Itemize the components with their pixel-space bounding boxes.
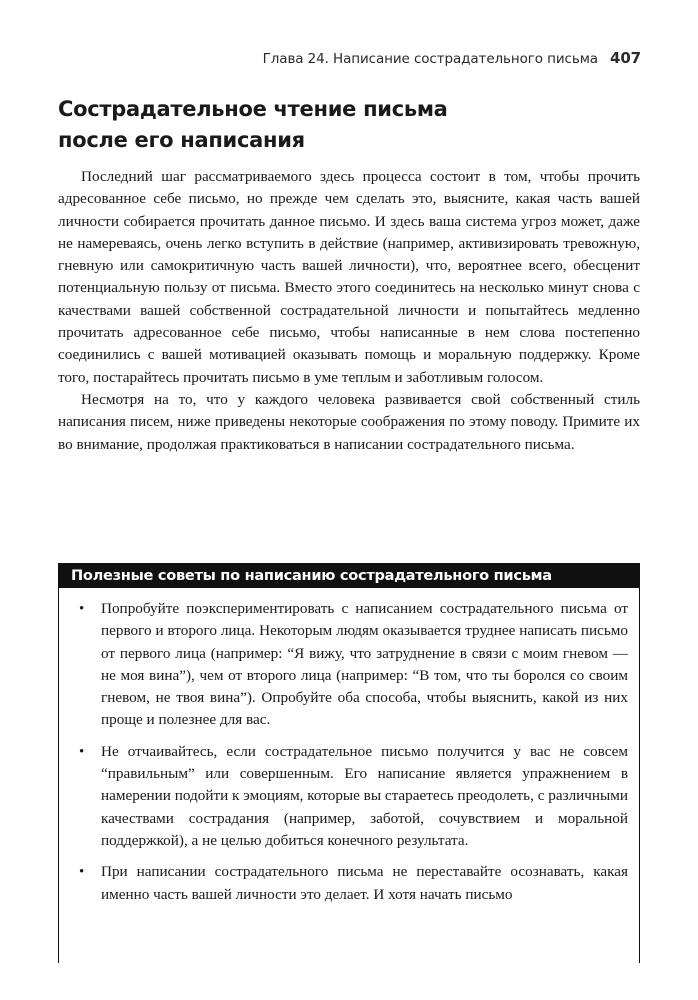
- tips-box: [58, 563, 640, 963]
- list-item: [59, 861, 628, 906]
- tips-list: [59, 598, 639, 906]
- list-item: [59, 741, 628, 852]
- section-title-line-2: после его написания: [58, 128, 305, 152]
- page-number: 407: [609, 49, 641, 67]
- paragraph: Несмотря на то, что у каждого человека развивается свой собственный стиль написания писем, ниже приведены некоторые соображения по этому поводу. Примите их во внимание, продолжая практиковаться в написании сострадательного письма.: [58, 390, 640, 453]
- list-item: [59, 598, 628, 732]
- body-text: [58, 166, 640, 456]
- list-item-text: При написании сострадательного письма не переставайте осознавать, какая именно часть вашей личности это делает. И хотя начать письмо: [101, 863, 628, 903]
- list-item-text: Не отчаивайтесь, если сострадательное письмо получится у вас не совсем “правильным” или совершенным. Его написание является упражнением в намерении подойти к эмоциям, которые вы стараетесь преодолеть, с различными качествами сострадания (например, заботой, сочувствием и моральной поддержкой), а не целью добиться конечного результата.: [101, 742, 628, 849]
- bullet-icon: •: [79, 601, 85, 617]
- section-title-line-1: Сострадательное чтение письма: [58, 97, 448, 121]
- running-head: [263, 49, 641, 67]
- list-item-text: Попробуйте поэкспериментировать с написанием сострадательного письма от первого и второго лица. Некоторым людям оказывается труднее написать письмо от первого лица (например: “Я вижу, что затруднение в связи с моим гневом — не моя вина”), чем от второго лица (например: “В том, что ты боролся со своим гневом, не твоя вина”). Опробуйте оба способа, чтобы выяснить, какой из них проще и полезнее для вас.: [101, 600, 628, 729]
- tips-box-title: Полезные советы по написанию сострадательного письма: [59, 563, 639, 588]
- bullet-icon: •: [79, 743, 85, 760]
- section-title: [58, 94, 638, 156]
- paragraph: Последний шаг рассматриваемого здесь процесса состоит в том, чтобы прочить адресованное себе письмо, но прежде чем сделать это, выясните, какая часть вашей личности собирается прочитать данное письмо. И здесь ваша система угроз может, даже не намереваясь, очень легко вступить в действие (например, активизировать тревожную, гневную или самокритичную часть вашей личности), что, вероятнее всего, обесценит потенциальную пользу от письма. Вместо этого соединитесь на несколько минут снова с качествами вашей собственной сострадательной личности и попытайтесь медленно прочитать адресованное себе письмо, чтобы написанные в нем слова постепенно соединились с вашей мотивацией оказывать помощь и моральную поддержку. Кроме того, постарайтесь прочитать письмо в уме теплым и заботливым голосом.: [58, 168, 640, 386]
- bullet-icon: •: [79, 864, 85, 881]
- chapter-title: Глава 24. Написание сострадательного письма: [262, 51, 598, 67]
